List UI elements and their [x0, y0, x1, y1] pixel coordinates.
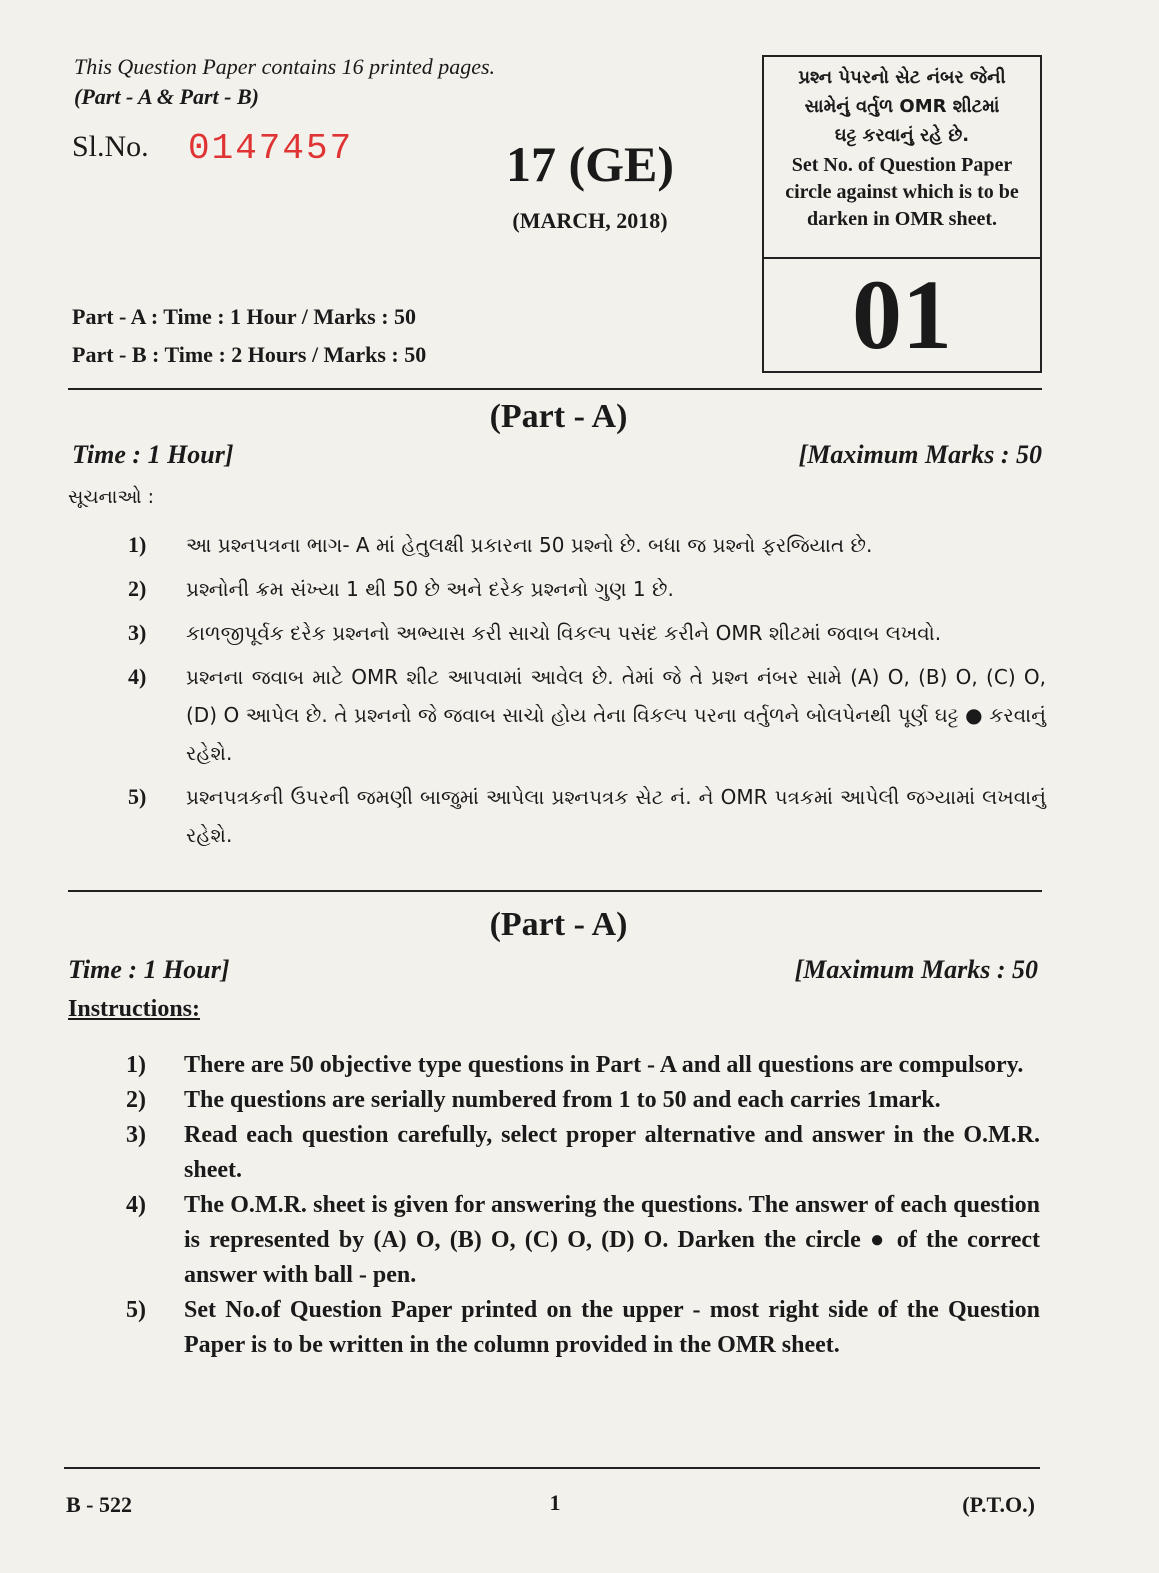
divider-line: [68, 890, 1042, 892]
section-title-english: (Part - A): [489, 906, 628, 943]
instruction-text: There are 50 objective type questions in Part - A and all questions are compulsory.: [184, 1052, 1024, 1078]
instruction-item: [128, 526, 1046, 564]
section-time-english: Time : 1 Hour]: [68, 955, 230, 984]
instruction-number: 2): [128, 576, 147, 601]
instruction-item: [126, 1083, 1040, 1118]
instruction-text: The questions are serially numbered from 1 to 50 and each carries 1mark.: [184, 1087, 941, 1113]
divider-line: [64, 1467, 1040, 1469]
instruction-number: 1): [128, 532, 147, 557]
instruction-text: The O.M.R. sheet is given for answering the questions. The answer of each question is represented by (A) O, (B) O, (C) O, (D) O. Darken the circle ● of the correct answer with ball - pen.: [184, 1192, 1040, 1288]
set-number: 01: [852, 259, 952, 370]
english-instructions-list: [126, 1048, 1040, 1363]
page-count-text: This Question Paper contains 16 printed pages.: [74, 54, 496, 79]
instruction-number: 4): [126, 1192, 146, 1218]
divider-line: [68, 388, 1042, 390]
instruction-number: 3): [128, 620, 147, 645]
section-time-gujarati: Time : 1 Hour]: [72, 440, 234, 469]
gujarati-instructions-title: સૂચનાઓ :: [68, 486, 155, 508]
instruction-text: Set No.of Question Paper printed on the upper - most right side of the Question Paper is to be written in the column provided in the OMR sheet.: [184, 1297, 1040, 1358]
instruction-text: Read each question carefully, select proper alternative and answer in the O.M.R. sheet.: [184, 1122, 1040, 1183]
instruction-number: 5): [128, 784, 147, 809]
english-instructions-title: Instructions:: [68, 996, 201, 1022]
instruction-item: [126, 1293, 1040, 1363]
instruction-text: આ પ્રશ્નપત્રના ભાગ- A માં હેતુલક્ષી પ્રકારના 50 પ્રશ્નો છે. બધા જ પ્રશ્નો ફરજિયાત છે.: [186, 533, 873, 557]
exam-date: (MARCH, 2018): [512, 208, 668, 233]
serial-number: 0147457: [188, 128, 354, 169]
instruction-number: 2): [126, 1087, 146, 1113]
instruction-number: 5): [126, 1297, 146, 1323]
instruction-item: [128, 570, 1046, 608]
serial-label: Sl.No.: [72, 130, 149, 163]
part-timings: [72, 298, 426, 374]
instruction-item: [128, 614, 1046, 652]
instruction-number: 1): [126, 1052, 146, 1078]
set-box-eng-line: circle against which is to be: [785, 181, 1019, 203]
parts-note: (Part - A & Part - B): [74, 84, 259, 109]
set-number-box: [762, 55, 1042, 373]
pto-note: (P.T.O.): [962, 1492, 1035, 1517]
paper-code: 17 (GE): [505, 136, 675, 192]
instruction-text: પ્રશ્નપત્રકની ઉપરની જમણી બાજુમાં આપેલા પ્રશ્નપત્રક સેટ નં. ને OMR પત્રકમાં આપેલી જગ્યામાં લખવાનું રહેશે.: [186, 785, 1046, 847]
section-title-gujarati: (Part - A): [489, 398, 628, 435]
instruction-item: [128, 778, 1046, 854]
instruction-text: પ્રશ્નોની ક્રમ સંખ્યા 1 થી 50 છે અને દરેક પ્રશ્નનો ગુણ 1 છે.: [186, 577, 674, 601]
part-a-timing: Part - A : Time : 1 Hour / Marks : 50: [72, 304, 417, 329]
instruction-item: [128, 658, 1046, 772]
set-box-eng-line: Set No. of Question Paper: [791, 154, 1013, 176]
gujarati-instructions-list: [128, 526, 1046, 860]
set-box-english-note: [764, 152, 1040, 233]
instruction-number: 4): [128, 664, 147, 689]
instruction-item: [126, 1118, 1040, 1188]
instruction-text: પ્રશ્નના જવાબ માટે OMR શીટ આપવામાં આવેલ છે. તેમાં જે તે પ્રશ્ન નંબર સામે (A) O, (B) O, (C) O, (D) O આપેલ છે. તે પ્રશ્નનો જે જવાબ સાચો હોય તેના વિકલ્પ પરના વર્તુળને બોલપેનથી પૂર્ણ ઘટ્ટ ● કરવાનું રહેશે.: [186, 665, 1046, 765]
set-box-gujarati-note: [764, 63, 1040, 150]
section-marks-gujarati: [Maximum Marks : 50: [798, 440, 1042, 469]
instruction-number: 3): [126, 1122, 146, 1148]
page-number: 1: [549, 1490, 561, 1515]
section-marks-english: [Maximum Marks : 50: [794, 955, 1038, 984]
set-box-eng-line: darken in OMR sheet.: [807, 208, 997, 230]
set-box-guj-line: સામેનું વર્તુળ OMR શીટમાં: [804, 96, 1000, 117]
booklet-code: B - 522: [66, 1492, 132, 1517]
instruction-text: કાળજીપૂર્વક દરેક પ્રશ્નનો અભ્યાસ કરી સાચો વિકલ્પ પસંદ કરીને OMR શીટમાં જવાબ લખવો.: [186, 621, 942, 645]
page-count-note: [74, 52, 495, 112]
part-b-timing: Part - B : Time : 2 Hours / Marks : 50: [72, 342, 427, 367]
instruction-item: [126, 1048, 1040, 1083]
set-box-guj-line: પ્રશ્ન પેપરનો સેટ નંબર જેની: [798, 67, 1006, 88]
set-box-guj-line: ઘટ્ટ કરવાનું રહે છે.: [834, 125, 970, 146]
instruction-item: [126, 1188, 1040, 1293]
